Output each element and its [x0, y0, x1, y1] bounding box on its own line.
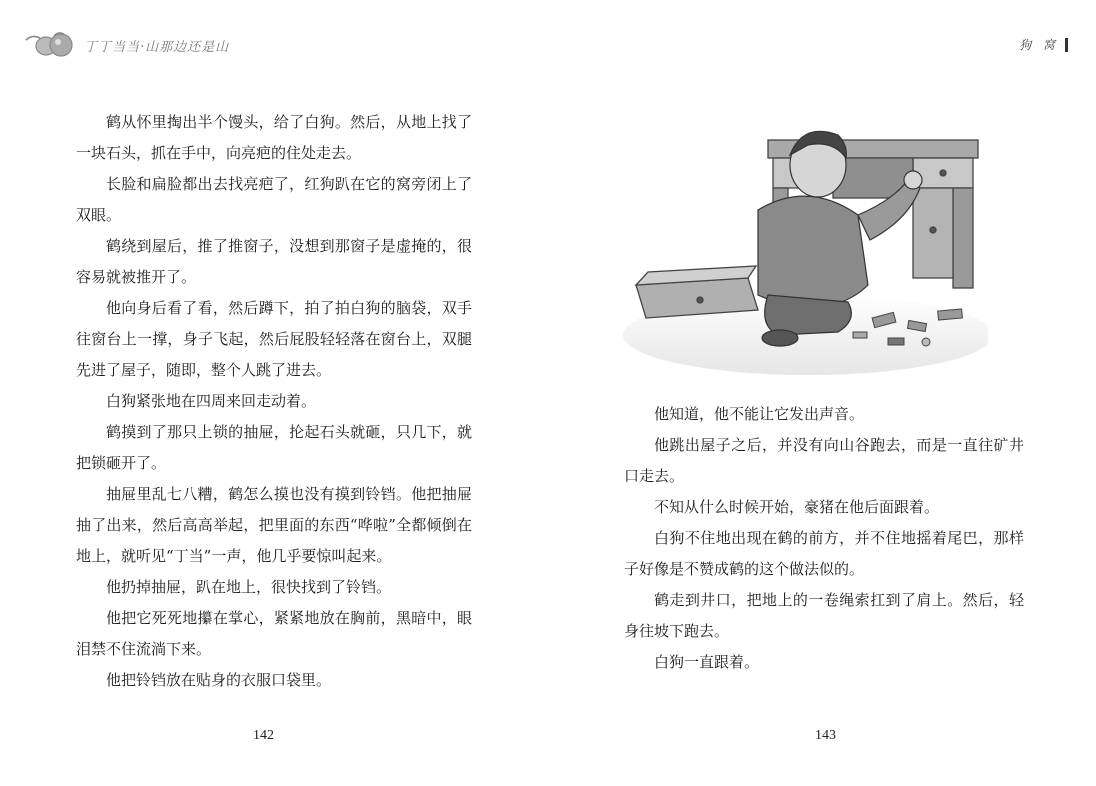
right-page	[548, 0, 1096, 786]
paragraph: 他知道，他不能让它发出声音。	[654, 405, 865, 423]
paragraph: 鹤摸到了那只上锁的抽屉，抡起石头就砸，只几下，就把锁砸开了。	[76, 423, 472, 472]
drawer	[636, 266, 758, 318]
chapter-marker-bar	[1065, 38, 1068, 52]
right-body-text	[624, 399, 1024, 678]
paragraph: 他跳出屋子之后，并没有向山谷跑去，而是一直往矿井口走去。	[624, 436, 1024, 485]
paragraph: 鹤绕到屋后，推了推窗子，没想到那窗子是虚掩的，很容易就被推开了。	[76, 237, 472, 286]
page-number-left: 142	[253, 728, 274, 743]
paragraph: 长脸和扁脸都出去找亮疤了，红狗趴在它的窝旁闭上了双眼。	[76, 175, 472, 224]
paragraph: 他向身后看了看，然后蹲下，拍了拍白狗的脑袋，双手往窗台上一撑，身子飞起，然后屁股轻轻落在窗台上，双腿先进了屋子，随即，整个人跳了进去。	[76, 299, 472, 379]
series-title: 丁丁当当·山那边还是山	[84, 39, 230, 55]
page-number-right: 143	[815, 728, 836, 743]
paragraph: 白狗一直跟着。	[654, 653, 760, 671]
paragraph: 鹤从怀里掏出半个馒头，给了白狗。然后，从地上找了一块石头，抓在手中，向亮疤的住处走去。	[76, 113, 472, 162]
left-body-text	[76, 107, 472, 696]
paragraph: 他把它死死地攥在掌心，紧紧地放在胸前，黑暗中，眼泪禁不住流淌下来。	[76, 609, 472, 658]
illustration-boy-at-desk	[608, 110, 988, 380]
paragraph: 白狗不住地出现在鹤的前方，并不住地摇着尾巴，那样子好像是不赞成鹤的这个做法似的。	[624, 529, 1024, 578]
paragraph: 他扔掉抽屉，趴在地上，很快找到了铃铛。	[106, 578, 392, 596]
paragraph: 白狗紧张地在四周来回走动着。	[106, 392, 317, 410]
paragraph: 鹤走到井口，把地上的一卷绳索扛到了肩上。然后，轻身往坡下跑去。	[624, 591, 1024, 640]
paragraph: 不知从什么时候开始，豪猪在他后面跟着。	[654, 498, 940, 516]
paragraph: 抽屉里乱七八糟，鹤怎么摸也没有摸到铃铛。他把抽屉抽了出来，然后高高举起，把里面的东西“哗啦”全都倾倒在地上，就听见“丁当”一声，他几乎要惊叫起来。	[76, 485, 472, 565]
gourd-logo-icon	[24, 28, 76, 62]
series-header	[24, 28, 229, 62]
paragraph: 他把铃铛放在贴身的衣服口袋里。	[106, 671, 332, 689]
chapter-header	[1019, 36, 1068, 53]
chapter-title: 狗 窝	[1019, 38, 1059, 52]
